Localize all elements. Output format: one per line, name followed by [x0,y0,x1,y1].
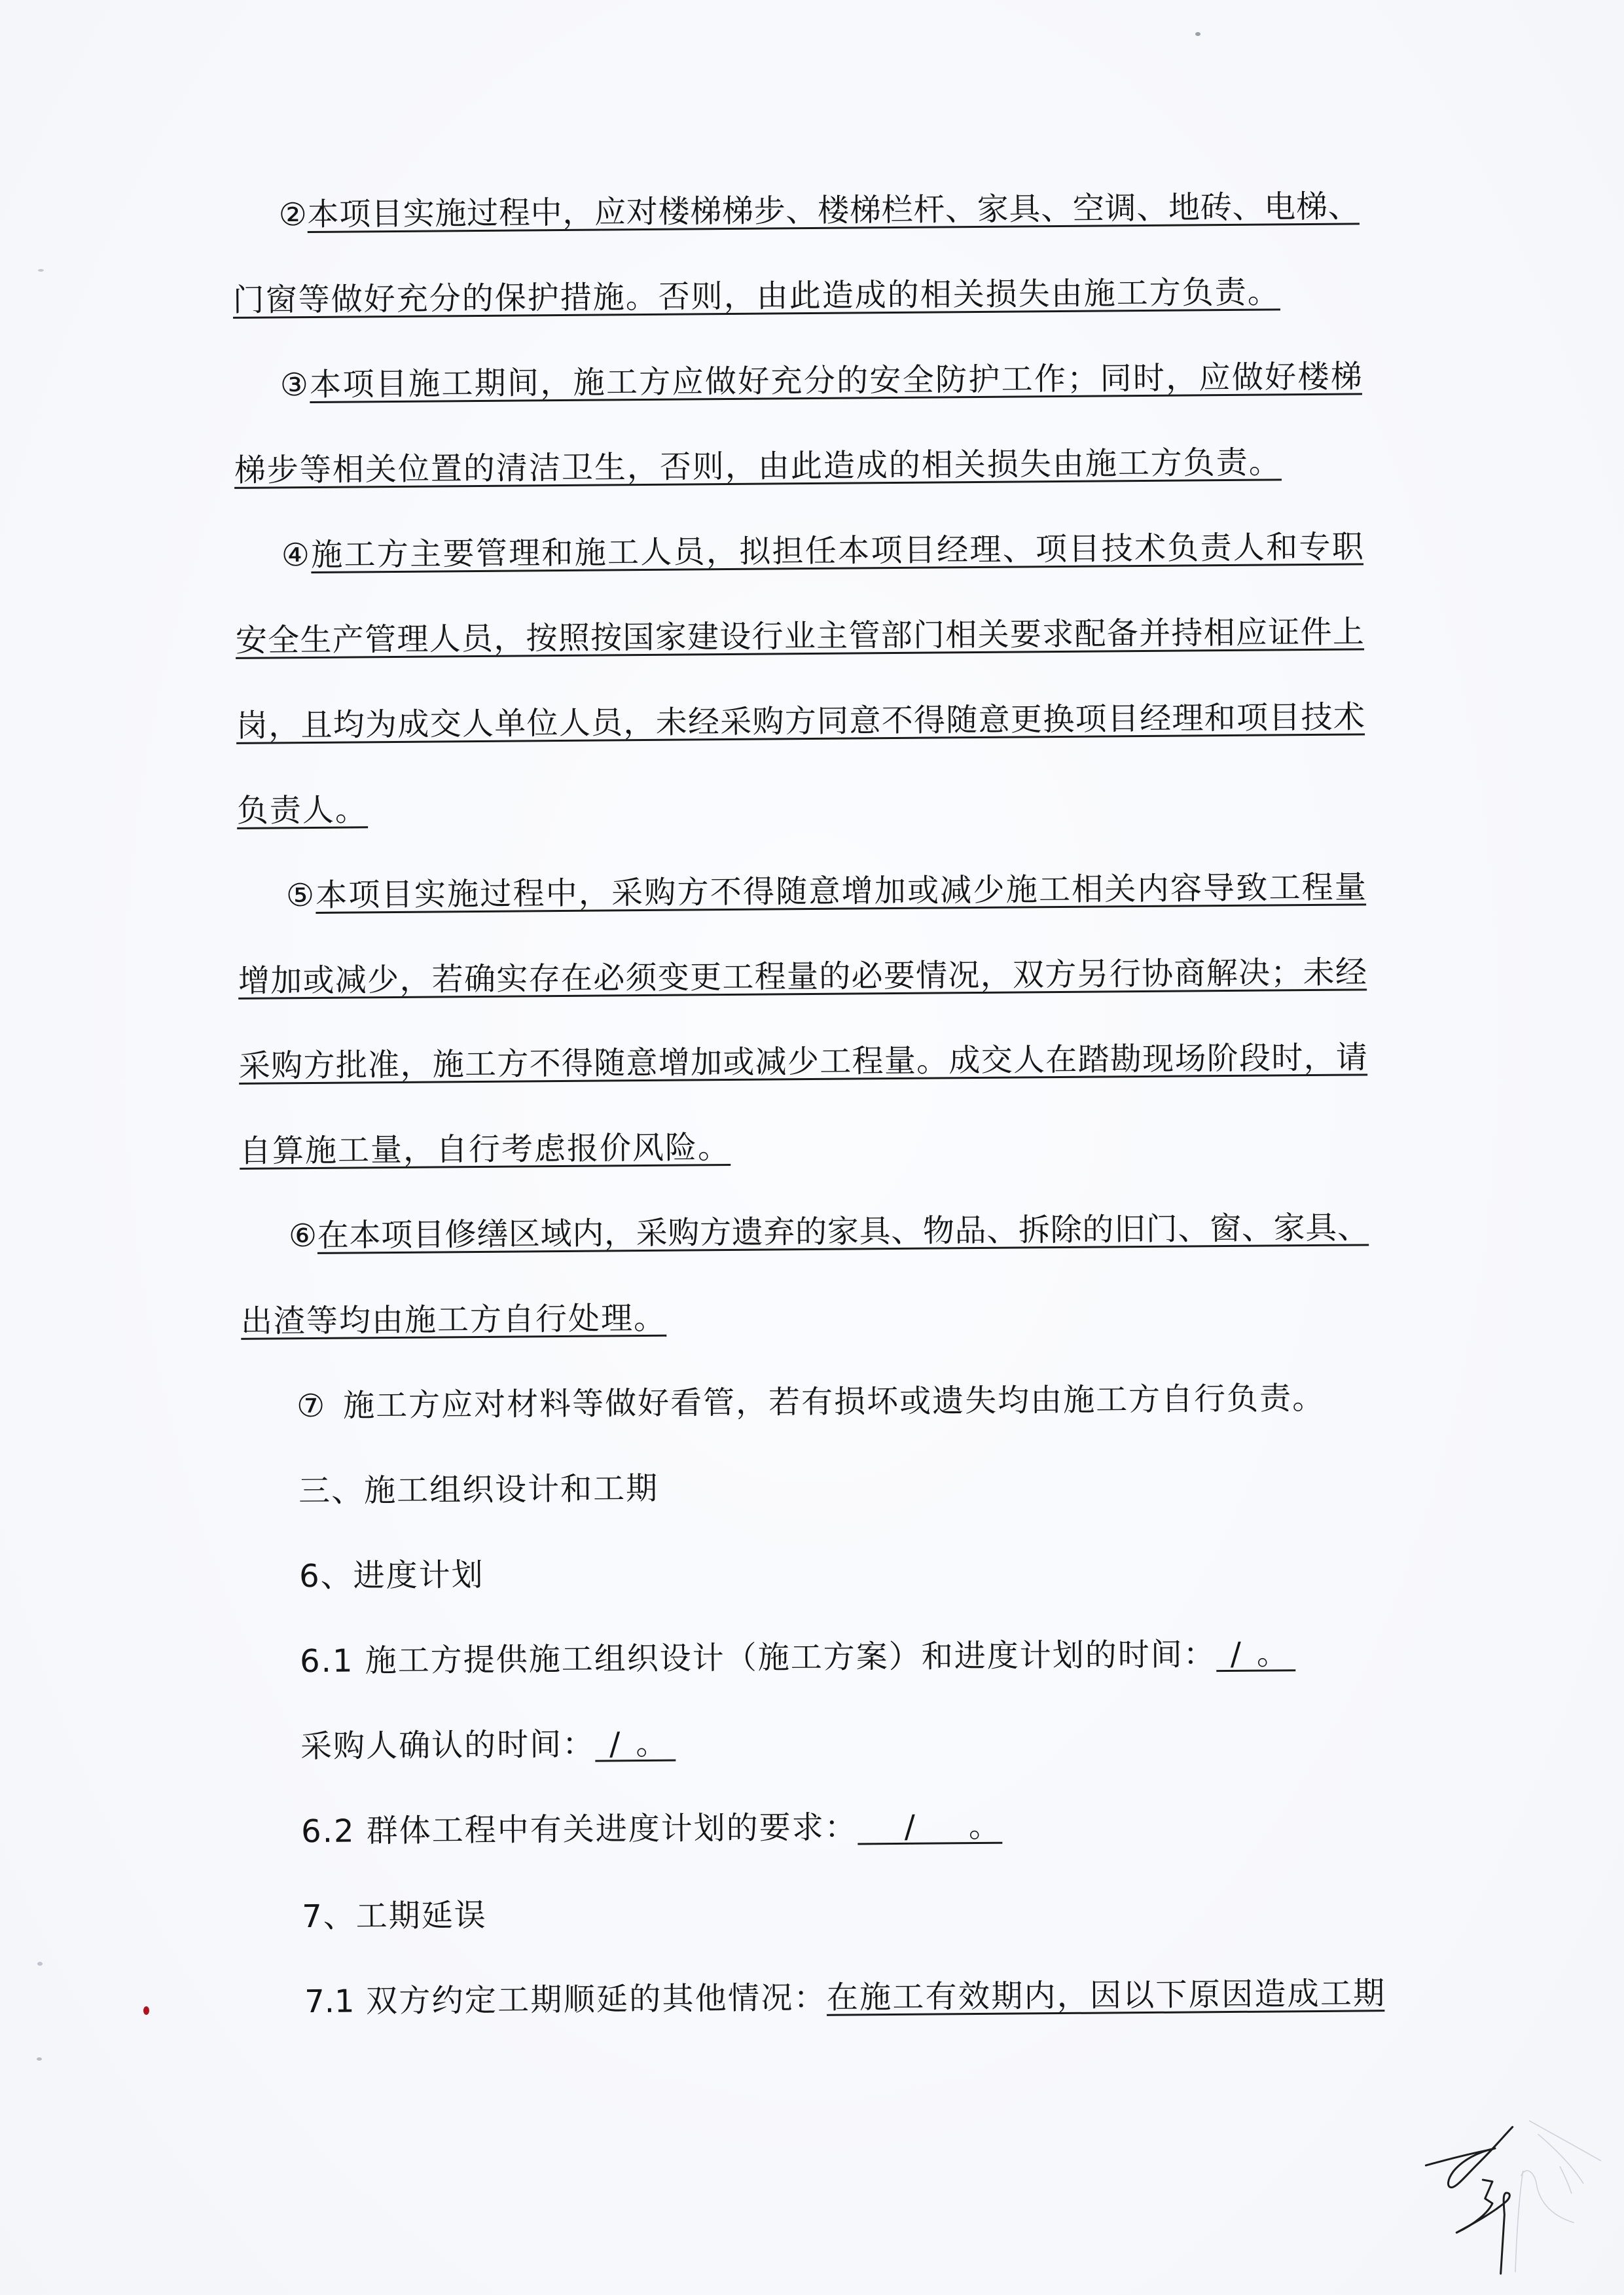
item-7-heading [302,1896,487,1936]
clause-text: 自算施工量，自行考虑报价风险。 [239,1129,731,1170]
clause-text: 本项目施工期间，施工方应做好充分的安全防护工作；同时，应做好楼梯 [309,358,1362,403]
clause-number: ⑤ [285,876,316,914]
clause-4-line-2 [236,612,1364,660]
fill-period: 。 [1256,1635,1290,1672]
clause-text: 出渣等均由施工方自行处理。 [240,1299,667,1340]
blank-fill-underline [857,1807,1002,1845]
item-title: 6、进度计划 [298,1556,484,1595]
clause-text: 梯步等相关位置的清洁卫生，否则，由此造成的相关损失由施工方负责。 [234,444,1282,489]
clause-number: ② [278,196,308,234]
fill-slash: / [1230,1635,1243,1672]
item-7-1 [304,1974,1384,2021]
clause-4-line-4 [237,790,368,831]
scan-speck [1195,32,1200,36]
fill-slash: / [609,1726,622,1763]
clause-text: 施工方应对材料等做好看管，若有损坏或遗失均由施工方自行负责。 [342,1379,1326,1424]
clause-3-line-1 [280,357,1362,405]
section-heading [298,1469,659,1511]
fill-period: 。 [636,1725,669,1763]
clause-text: 采购方批准，施工方不得随意增加或减少工程量。成交人在踏勘现场阶段时，请 [238,1039,1368,1085]
clause-text: 负责人。 [236,791,369,829]
scan-speck [38,269,44,272]
fill-slash: / [904,1808,917,1845]
clause-number: ④ [281,536,312,574]
item-6-heading [299,1555,484,1596]
item-underlined-text: 在施工有效期内，因以下原因造成工期 [826,1975,1385,2016]
item-label: 6.2 群体工程中有关进度计划的要求： [300,1809,857,1851]
clause-text: 岗，且均为成交人单位人员，未经采购方同意不得随意更换项目经理和项目技术 [236,698,1365,744]
blank-fill-underline [595,1724,676,1762]
signature-mark [1342,2062,1624,2295]
section-title: 三、施工组织设计和工期 [298,1470,659,1510]
item-label: 采购人确认的时间： [300,1726,596,1765]
item-6-1 [300,1634,1295,1681]
item-label: 7.1 双方约定工期顺延的其他情况： [304,1979,827,2021]
clause-text: 施工方主要管理和施工人员，拟担任本项目经理、项目技术负责人和专职 [310,528,1364,573]
clause-text: 安全生产管理人员，按照按国家建设行业主管部门相关要求配备并持相应证件上 [235,613,1365,659]
item-title: 7、工期延误 [301,1896,487,1936]
fill-period: 。 [968,1807,1002,1845]
scan-speck [37,1962,43,1966]
clause-text: 门窗等做好充分的保护措施。否则，由此造成的相关损失由施工方负责。 [232,274,1280,319]
clause-6-line-1 [289,1208,1369,1256]
clause-2-line-2 [233,272,1280,320]
red-ink-dot [143,2006,149,2015]
blank-fill-underline [1216,1634,1295,1672]
clause-text: 本项目实施过程中，采购方不得随意增加或减少施工相关内容导致工程量 [315,869,1367,914]
clause-5-line-1 [286,867,1366,915]
clause-text: 本项目实施过程中，应对楼梯梯步、楼梯栏杆、家具、空调、地砖、电梯、 [307,188,1360,234]
clause-5-line-3 [239,1038,1367,1086]
clause-7-line-1 [297,1379,1325,1426]
clause-number: ⑦ [296,1387,327,1425]
clause-text: 增加或减少，若确实存在必须变更工程量的必要情况，双方另行协商解决；未经 [238,954,1367,1000]
item-label: 6.1 施工方提供施工组织设计（施工方案）和进度计划的时间： [299,1636,1216,1680]
clause-5-line-4 [240,1128,731,1171]
clause-4-line-3 [236,697,1365,746]
scan-speck [37,2057,42,2061]
clause-number: ⑥ [288,1217,317,1255]
clause-5-line-2 [238,952,1367,1001]
item-6-2 [301,1807,1002,1851]
clause-6-line-2 [241,1299,666,1341]
clause-4-line-1 [281,527,1363,575]
item-6-1-confirm [300,1724,676,1766]
clause-text: 在本项目修缮区域内，采购方遗弃的家具、物品、拆除的旧门、窗、家具、 [317,1209,1369,1254]
clause-number: ③ [280,366,310,404]
clause-2-line-1 [279,187,1360,234]
clause-3-line-2 [234,443,1282,490]
